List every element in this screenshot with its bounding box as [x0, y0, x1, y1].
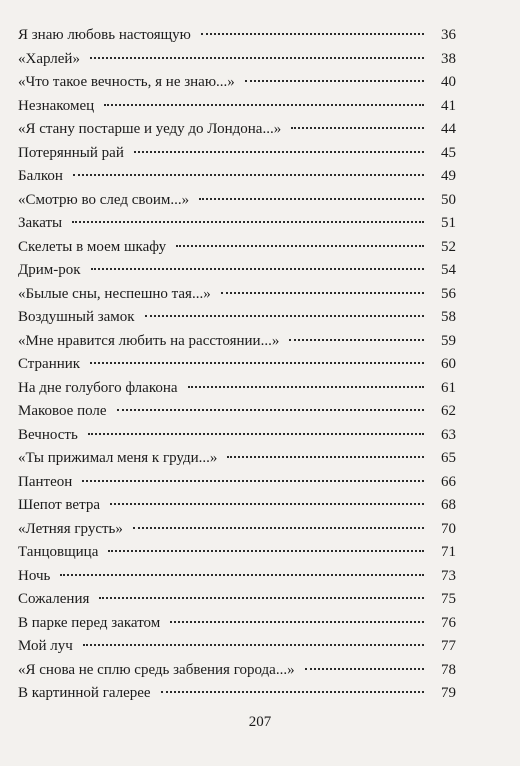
- toc-entry: [18, 71, 456, 95]
- toc-entry-page: 49: [441, 168, 456, 184]
- toc-entry: [18, 565, 456, 589]
- toc-entry-title: Мой луч: [18, 638, 73, 654]
- dot-leader: [90, 361, 424, 364]
- toc-entry-page: 41: [441, 97, 456, 114]
- toc-entry: [18, 400, 456, 424]
- toc-entry: [18, 612, 456, 636]
- toc-entry: [18, 635, 456, 659]
- toc-entry-page: 70: [441, 520, 456, 537]
- toc-entry: [18, 447, 456, 471]
- toc-entry-title: «Летняя грусть»: [18, 520, 123, 537]
- toc-entry-page: 51: [441, 215, 456, 231]
- toc-entry-page: 62: [441, 403, 456, 419]
- toc-entry-page: 77: [441, 638, 456, 654]
- toc-entry: [18, 424, 456, 448]
- toc-entry-title: Танцовщица: [18, 544, 99, 560]
- toc-entry-page: 59: [441, 332, 456, 349]
- toc-entry-title: «Мне нравится любить на расстоянии...»: [18, 332, 280, 349]
- toc-entry-title: Дрим-рок: [18, 262, 81, 278]
- toc-entry-page: 52: [441, 238, 456, 255]
- toc-entry: [18, 95, 456, 119]
- toc-entry: [18, 306, 456, 330]
- dot-leader: [90, 56, 424, 59]
- dot-leader: [104, 103, 424, 106]
- toc-entry-title: Потерянный рай: [18, 144, 124, 161]
- toc-entry-page: 54: [441, 262, 456, 278]
- toc-entry: [18, 588, 456, 612]
- toc-entry-page: 61: [441, 379, 456, 396]
- toc-entry: [18, 189, 456, 213]
- toc-entry-page: 78: [441, 661, 456, 678]
- dot-leader: [221, 291, 424, 294]
- toc-entry-title: Вечность: [18, 426, 78, 443]
- toc-entry-title: Ночь: [18, 567, 51, 584]
- toc-entry-title: Странник: [18, 356, 81, 372]
- dot-leader: [110, 502, 424, 505]
- toc-entry: [18, 377, 456, 401]
- toc-entry-page: 68: [441, 497, 456, 513]
- table-of-contents: [18, 24, 456, 706]
- dot-leader: [60, 573, 424, 576]
- dot-leader: [289, 338, 424, 341]
- toc-entry-page: 66: [441, 473, 456, 490]
- toc-entry-page: 58: [441, 309, 456, 325]
- dot-leader: [82, 479, 424, 482]
- toc-entry: [18, 118, 456, 142]
- toc-entry-title: Скелеты в моем шкафу: [18, 238, 167, 255]
- toc-entry: [18, 353, 456, 377]
- toc-entry-page: 76: [441, 614, 456, 631]
- toc-entry: [18, 283, 456, 307]
- toc-entry-page: 63: [441, 426, 456, 443]
- toc-entry: [18, 471, 456, 495]
- toc-entry-page: 71: [441, 544, 456, 560]
- dot-leader: [199, 197, 424, 200]
- toc-entry-title: «Былые сны, неспешно тая...»: [18, 285, 211, 302]
- toc-entry-page: 38: [441, 50, 456, 67]
- toc-entry: [18, 212, 456, 236]
- toc-entry: [18, 330, 456, 354]
- dot-leader: [291, 126, 424, 129]
- dot-leader: [170, 620, 424, 623]
- toc-entry-title: Закаты: [18, 215, 63, 231]
- dot-leader: [88, 432, 424, 435]
- toc-entry-title: В картинной галерее: [18, 685, 151, 701]
- toc-entry-title: Я знаю любовь настоящую: [18, 27, 191, 43]
- dot-leader: [245, 79, 424, 82]
- toc-entry: [18, 518, 456, 542]
- toc-entry-title: «Смотрю во след своим...»: [18, 191, 190, 208]
- toc-entry-page: 75: [441, 591, 456, 607]
- toc-entry-title: «Я стану постарше и уеду до Лондона...»: [18, 121, 282, 137]
- toc-entry-title: «Я снова не сплю средь забвения города...»: [18, 661, 295, 678]
- toc-entry-title: Незнакомец: [18, 97, 95, 114]
- dot-leader: [145, 314, 424, 317]
- dot-leader: [91, 267, 424, 270]
- toc-entry-page: 56: [441, 285, 456, 302]
- toc-entry-title: Маковое поле: [18, 403, 107, 419]
- dot-leader: [99, 596, 424, 599]
- toc-entry-title: Сожаления: [18, 591, 90, 607]
- toc-entry-title: «Харлей»: [18, 50, 80, 67]
- dot-leader: [176, 244, 424, 247]
- dot-leader: [305, 667, 424, 670]
- toc-entry-title: На дне голубого флакона: [18, 379, 178, 396]
- toc-entry: [18, 494, 456, 518]
- toc-entry-page: 65: [441, 450, 456, 466]
- dot-leader: [161, 690, 424, 693]
- toc-entry: [18, 541, 456, 565]
- toc-entry-title: Воздушный замок: [18, 309, 135, 325]
- toc-entry-page: 60: [441, 356, 456, 372]
- dot-leader: [108, 549, 424, 552]
- toc-entry-page: 50: [441, 191, 456, 208]
- dot-leader: [83, 643, 424, 646]
- toc-entry: [18, 142, 456, 166]
- toc-entry-title: В парке перед закатом: [18, 614, 161, 631]
- toc-entry: [18, 48, 456, 72]
- toc-entry-title: Шепот ветра: [18, 497, 100, 513]
- toc-entry: [18, 236, 456, 260]
- page-number: 207: [248, 714, 272, 730]
- dot-leader: [201, 32, 424, 35]
- toc-entry-title: Балкон: [18, 168, 63, 184]
- toc-entry-title: «Ты прижимал меня к груди...»: [18, 450, 218, 466]
- dot-leader: [227, 455, 424, 458]
- toc-entry: [18, 682, 456, 706]
- dot-leader: [73, 173, 424, 176]
- toc-entry-page: 79: [441, 685, 456, 701]
- toc-entry-page: 73: [441, 567, 456, 584]
- toc-entry: [18, 165, 456, 189]
- toc-entry-page: 45: [441, 144, 456, 161]
- toc-entry-page: 36: [441, 27, 456, 43]
- toc-entry-title: Пантеон: [18, 473, 73, 490]
- dot-leader: [72, 220, 424, 223]
- toc-entry-page: 44: [441, 121, 456, 137]
- dot-leader: [134, 150, 424, 153]
- toc-entry: [18, 24, 456, 48]
- toc-entry: [18, 259, 456, 283]
- toc-entry-page: 40: [441, 74, 456, 90]
- dot-leader: [188, 385, 424, 388]
- toc-entry-title: «Что такое вечность, я не знаю...»: [18, 74, 235, 90]
- dot-leader: [117, 408, 424, 411]
- toc-entry: [18, 659, 456, 683]
- dot-leader: [133, 526, 424, 529]
